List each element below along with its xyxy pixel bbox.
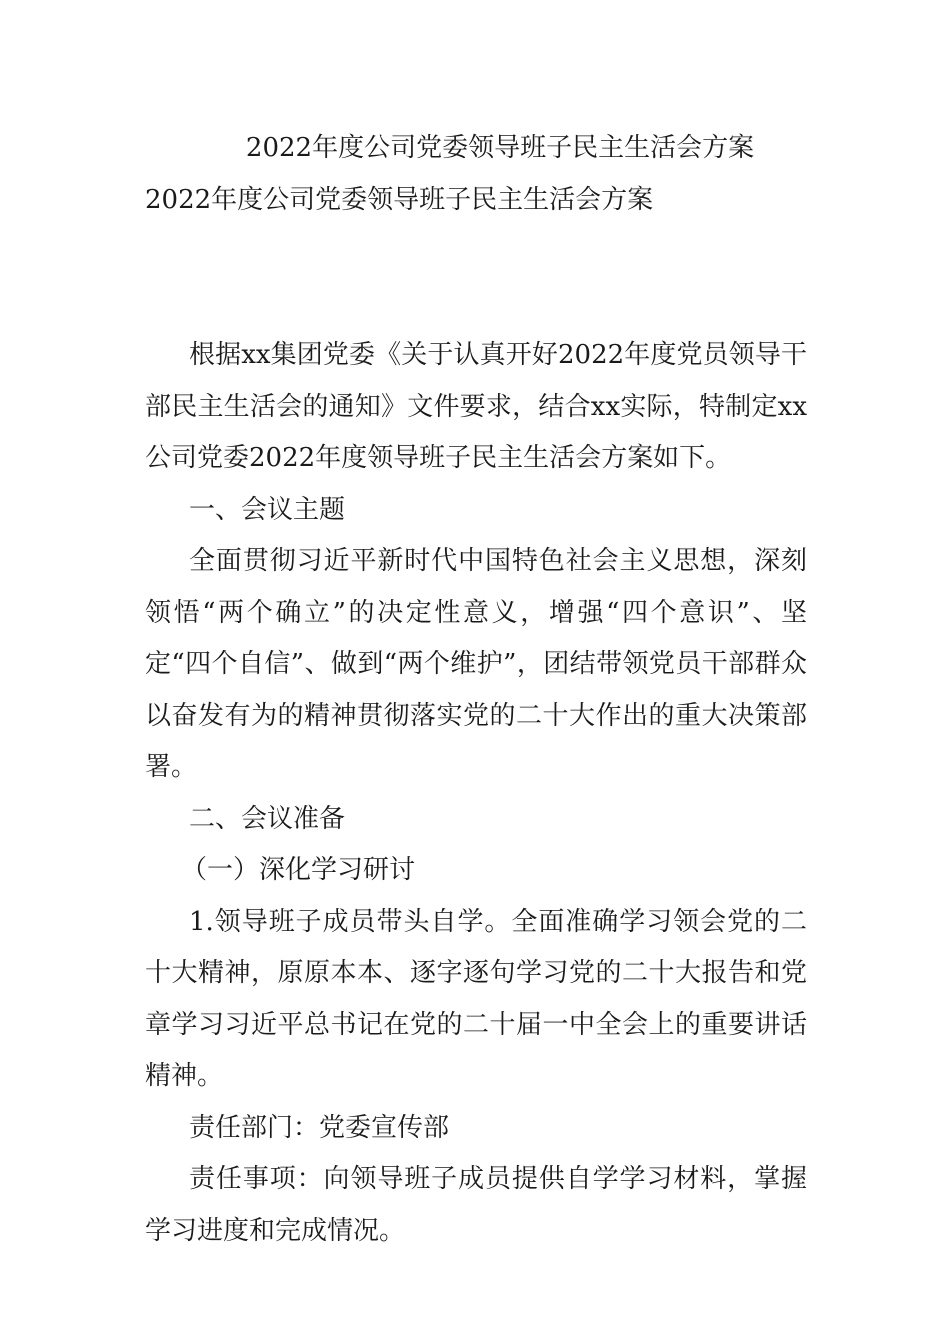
paragraph-theme: 全面贯彻习近平新时代中国特色社会主义思想，深刻领悟“两个确立”的决定性意义，增强“四个意识”、坚定“四个自信”、做到“两个维护”，团结带领党员干部群众以奋发有为的精神贯彻落实党的二十大作出的重大决策部署。	[145, 546, 807, 782]
section-heading-theme: 一、会议主题	[189, 494, 346, 525]
section-heading-preparation: 二、会议准备	[189, 803, 346, 834]
subsection-heading-study: （一）深化学习研讨	[181, 855, 416, 885]
document-title: 2022年度公司党委领导班子民主生活会方案	[245, 133, 755, 163]
paragraph-self-study: 1.领导班子成员带头自学。全面准确学习领会党的二十大精神，原原本本、逐字逐句学习党的二十大报告和党章学习习近平总书记在党的二十届一中全会上的重要讲话精神。	[145, 906, 807, 1091]
document-body	[145, 330, 807, 1257]
paragraph-responsible-items: 责任事项：向领导班子成员提供自学学习材料，掌握学习进度和完成情况。	[145, 1164, 807, 1246]
document-title-repeat: 2022年度公司党委领导班子民主生活会方案	[145, 185, 654, 215]
paragraph-intro: 根据xx集团党委《关于认真开好2022年度党员领导干部民主生活会的通知》文件要求，结合xx实际，特制定xx公司党委2022年度领导班子民主生活会方案如下。	[145, 340, 807, 473]
paragraph-responsible-dept: 责任部门：党委宣传部	[189, 1112, 450, 1143]
